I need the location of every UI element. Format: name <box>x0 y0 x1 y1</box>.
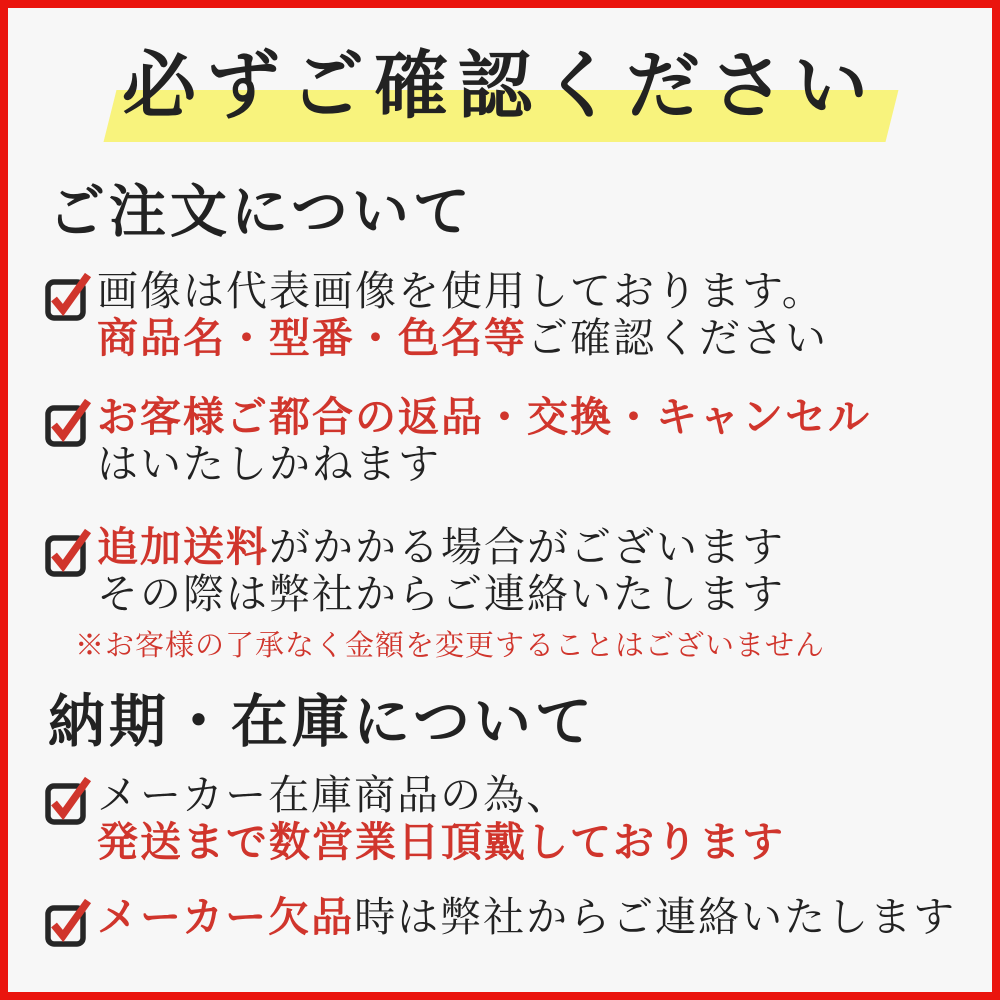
notice-line <box>97 315 828 362</box>
checked-checkbox-icon <box>44 896 90 948</box>
checked-checkbox-icon <box>44 270 90 322</box>
text-segment-red: 発送まで数営業日頂戴しております <box>97 818 785 866</box>
checked-checkbox-icon <box>44 774 90 826</box>
section-heading-orders: ご注文について <box>48 178 474 245</box>
text-segment: がかかる場合がございます <box>269 523 785 571</box>
item-text <box>97 894 956 941</box>
notice-line <box>97 571 825 618</box>
page-title-text: 必ずご確認ください <box>122 43 878 129</box>
list-item <box>44 268 958 362</box>
notice-line <box>97 394 871 441</box>
notice-line <box>97 268 828 315</box>
text-segment: その際は弊社からご連絡いたします <box>97 570 785 618</box>
text-segment: はいたしかねます <box>97 440 441 488</box>
text-segment-red: メーカー欠品 <box>97 893 355 941</box>
item-text <box>97 772 785 866</box>
item-text <box>75 523 826 662</box>
fine-print-note: ※お客様の了承なく金額を変更することはございません <box>75 628 826 662</box>
title-row <box>42 36 958 136</box>
item-text <box>97 268 828 362</box>
list-item <box>44 524 958 662</box>
text-segment: 時は弊社からご連絡いたします <box>354 893 957 941</box>
section-heading-delivery-stock: 納期・在庫について <box>48 688 596 755</box>
notice-line <box>97 441 871 488</box>
page-title <box>122 36 878 136</box>
notice-line <box>97 819 785 866</box>
text-segment-red: 追加送料 <box>97 523 269 571</box>
text-segment: ご確認ください <box>527 314 828 362</box>
list-item <box>44 394 958 488</box>
notice-line <box>97 894 956 941</box>
list-item <box>44 772 958 866</box>
list-item <box>44 894 958 948</box>
text-segment: 画像は代表画像を使用しております。 <box>97 267 825 315</box>
notice-line <box>97 772 785 819</box>
text-segment-red: お客様ご都合の返品・交換・キャンセル <box>97 393 871 441</box>
item-text <box>97 394 871 488</box>
text-segment-red: 商品名・型番・色名等 <box>97 314 527 362</box>
text-segment: メーカー在庫商品の為、 <box>97 771 570 819</box>
checked-checkbox-icon <box>44 396 90 448</box>
notice-line <box>97 524 825 571</box>
checked-checkbox-icon <box>44 526 90 578</box>
